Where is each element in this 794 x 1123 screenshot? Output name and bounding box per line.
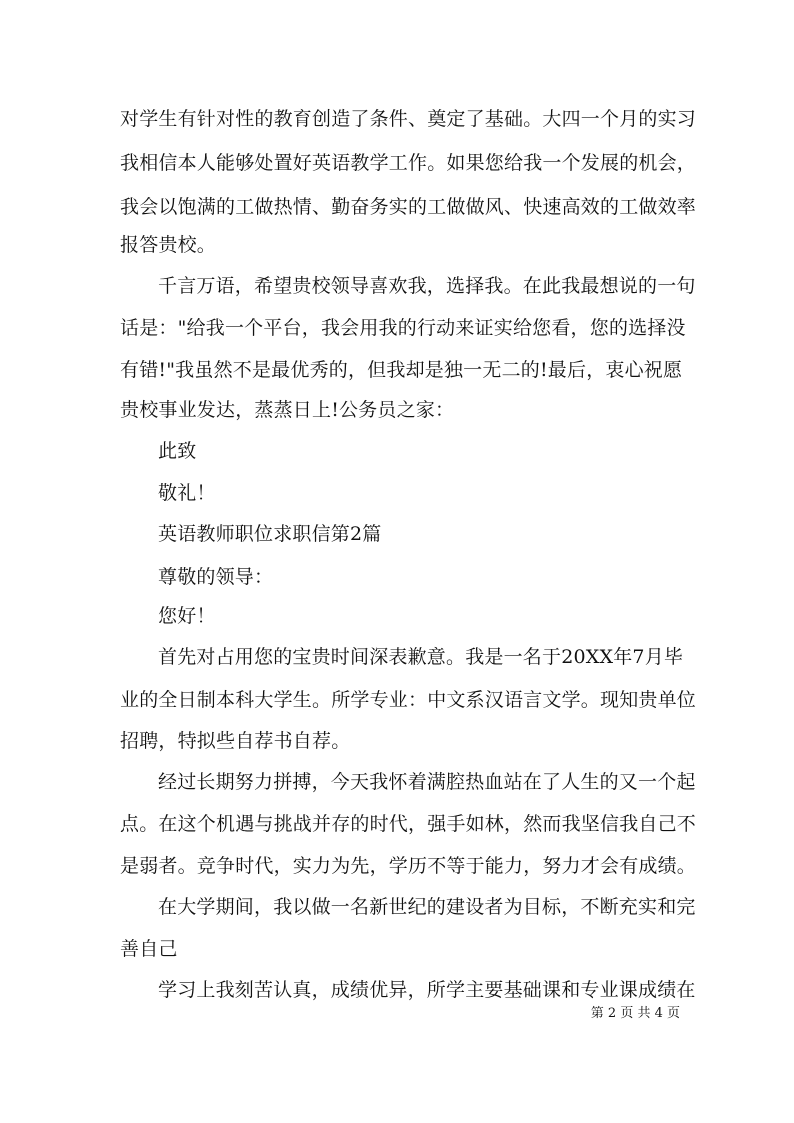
- body-text-line: 对学生有针对性的教育创造了条件、奠定了基础。大四一个月的实习: [120, 108, 697, 130]
- body-text-line: 在大学期间，我以做一名新世纪的建设者为目标，不断充实和完: [158, 896, 696, 918]
- body-text-line: 贵校事业发达，蒸蒸日上!公务员之家：: [120, 399, 455, 421]
- body-text-line: 首先对占用您的宝贵时间深表歉意。我是一名于20XX年7月毕: [158, 646, 684, 668]
- body-text-line: 千言万语，希望贵校领导喜欢我，选择我。在此我最想说的一句: [158, 275, 696, 297]
- body-text-line: 经过长期努力拼搏，今天我怀着满腔热血站在了人生的又一个起: [158, 771, 696, 793]
- body-text-line: 招聘，特拟些自荐书自荐。: [120, 730, 351, 752]
- closing-text: 此致: [158, 440, 197, 462]
- body-text-line: 学习上我刻苦认真，成绩优异，所学主要基础课和专业课成绩在: [158, 979, 696, 1001]
- body-text-line: 是弱者。竞争时代，实力为先，学历不等于能力，努力才会有成绩。: [120, 855, 697, 877]
- body-text-line: 善自己: [120, 938, 178, 960]
- closing-text: 敬礼！: [158, 482, 216, 504]
- greeting: 您好！: [158, 605, 216, 627]
- salutation: 尊敬的领导：: [158, 566, 274, 588]
- section-title: 英语教师职位求职信第2篇: [158, 523, 382, 545]
- body-text-line: 话是："给我一个平台，我会用我的行动来证实给您看，您的选择没: [120, 317, 686, 339]
- body-text-line: 点。在这个机遇与挑战并存的时代，强手如林，然而我坚信我自己不: [120, 813, 697, 835]
- body-text-line: 业的全日制本科大学生。所学专业：中文系汉语言文学。现知贵单位: [120, 689, 697, 711]
- body-text-line: 有错!"我虽然不是最优秀的，但我却是独一无二的!最后，衷心祝愿: [120, 359, 683, 381]
- page-number: 第 2 页 共 4 页: [590, 1006, 680, 1021]
- body-text-line: 我相信本人能够处置好英语教学工作。如果您给我一个发展的机会，: [120, 152, 697, 174]
- body-text-line: 我会以饱满的工做热情、勤奋务实的工做做风、快速高效的工做效率: [120, 196, 697, 218]
- body-text-line: 报答贵校。: [120, 234, 217, 256]
